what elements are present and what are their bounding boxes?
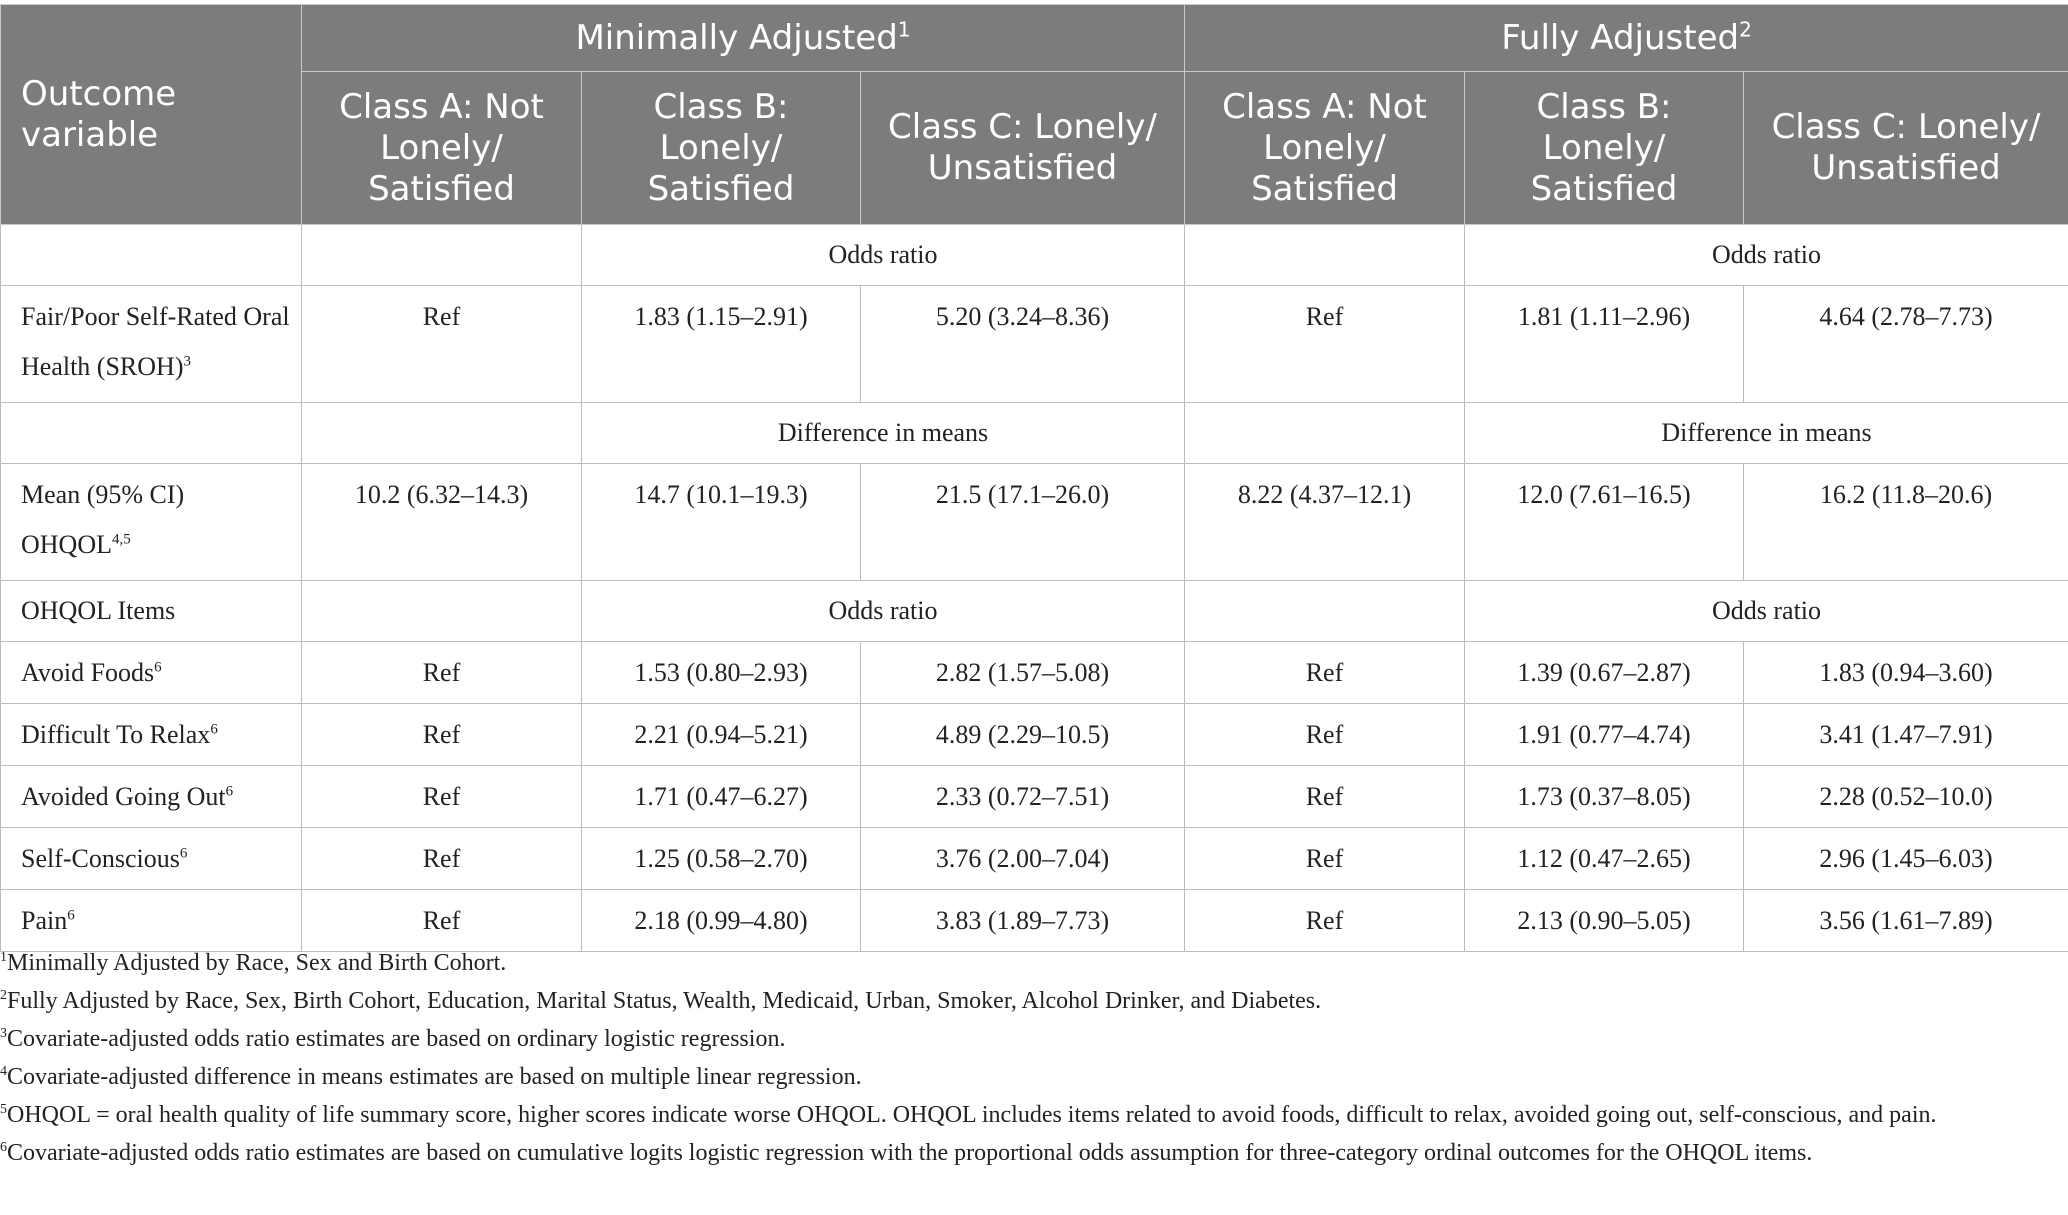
empty-cell xyxy=(1185,225,1465,286)
footnote-ref: 3 xyxy=(183,353,191,370)
table-cell: 2.13 (0.90–5.05) xyxy=(1465,890,1744,952)
table-row xyxy=(1,766,2068,828)
row-label: Mean (95% CI) OHQOL$^{4,5}$ xyxy=(1,464,302,581)
empty-cell xyxy=(302,581,582,642)
class-c-header: Class C: Lonely/ Unsatisfied xyxy=(861,72,1185,225)
table-cell: 1.91 (0.77–4.74) xyxy=(1465,704,1744,766)
section-label: Odds ratio xyxy=(582,581,1185,642)
section-label: Odds ratio xyxy=(1465,225,2068,286)
minimally-adjusted-header xyxy=(302,5,1185,72)
table-cell: 1.12 (0.47–2.65) xyxy=(1465,828,1744,890)
empty-cell xyxy=(1185,403,1465,464)
table-cell: 3.56 (1.61–7.89) xyxy=(1744,890,2068,952)
table-cell: 2.82 (1.57–5.08) xyxy=(861,642,1185,704)
table-cell: 3.83 (1.89–7.73) xyxy=(861,890,1185,952)
table-cell: 1.39 (0.67–2.87) xyxy=(1465,642,1744,704)
section-row xyxy=(1,581,2068,642)
outcome-variable-header: Outcome variable xyxy=(1,5,302,225)
section-label: Odds ratio xyxy=(582,225,1185,286)
row-label: Fair/Poor Self-Rated Oral Health (SROH)$^3$ xyxy=(1,286,302,403)
table-cell: 1.71 (0.47–6.27) xyxy=(582,766,861,828)
table-cell: Ref xyxy=(302,890,582,952)
table-cell: 1.53 (0.80–2.93) xyxy=(582,642,861,704)
empty-cell xyxy=(1,403,302,464)
footnote-marker: 3 xyxy=(0,1026,7,1041)
footnote: $^2$Fully Adjusted by Race, Sex, Birth Cohort, Education, Marital Status, Wealth, Medicaid, Urban, Smoker, Alcohol Drinker, and Diabetes. xyxy=(0,988,1322,1014)
table-cell: Ref xyxy=(302,828,582,890)
row-label: OHQOL Items xyxy=(1,581,302,642)
table-cell: 2.18 (0.99–4.80) xyxy=(582,890,861,952)
table-cell: 1.83 (1.15–2.91) xyxy=(582,286,861,403)
table-cell: 2.28 (0.52–10.0) xyxy=(1744,766,2068,828)
table-cell: 2.96 (1.45–6.03) xyxy=(1744,828,2068,890)
table-cell: 16.2 (11.8–20.6) xyxy=(1744,464,2068,581)
class-c-header: Class C: Lonely/ Unsatisfied xyxy=(1744,72,2068,225)
table-cell: 1.81 (1.11–2.96) xyxy=(1465,286,1744,403)
footnote: $^4$Covariate-adjusted difference in means estimates are based on multiple linear regression. xyxy=(0,1064,862,1090)
fully-adjusted-label: Fully Adjusted xyxy=(1501,17,1740,58)
table-cell: Ref xyxy=(1185,642,1465,704)
table-cell: 3.41 (1.47–7.91) xyxy=(1744,704,2068,766)
table-cell: 1.83 (0.94–3.60) xyxy=(1744,642,2068,704)
empty-cell xyxy=(302,403,582,464)
minimally-adjusted-label: Minimally Adjusted xyxy=(575,17,898,58)
footnote-ref: 6 xyxy=(179,845,188,862)
table-row xyxy=(1,828,2068,890)
table-cell: 14.7 (10.1–19.3) xyxy=(582,464,861,581)
fully-adjusted-header xyxy=(1185,5,2068,72)
table-row xyxy=(1,704,2068,766)
results-table xyxy=(0,4,2068,952)
table-cell: 3.76 (2.00–7.04) xyxy=(861,828,1185,890)
table-row xyxy=(1,464,2068,581)
empty-cell xyxy=(1185,581,1465,642)
table-row xyxy=(1,890,2068,952)
table-cell: 10.2 (6.32–14.3) xyxy=(302,464,582,581)
row-label: Avoided Going Out$^6$ xyxy=(1,766,302,828)
table-cell: Ref xyxy=(1185,890,1465,952)
footnote-ref: 6 xyxy=(210,721,218,738)
class-b-header: Class B: Lonely/ Satisfied xyxy=(582,72,861,225)
table-row xyxy=(1,286,2068,403)
row-label: Pain$^6$ xyxy=(1,890,302,952)
footnote-ref: 4,5 xyxy=(112,531,131,548)
table-cell: 1.73 (0.37–8.05) xyxy=(1465,766,1744,828)
section-label: Odds ratio xyxy=(1465,581,2068,642)
table-row xyxy=(1,642,2068,704)
footnote-ref: 6 xyxy=(154,659,162,676)
table-cell: 2.33 (0.72–7.51) xyxy=(861,766,1185,828)
table-cell: Ref xyxy=(302,766,582,828)
table-cell: Ref xyxy=(302,286,582,403)
footnote-ref: 6 xyxy=(225,783,234,800)
footnote-marker: 2 xyxy=(0,988,7,1003)
table-cell: 4.89 (2.29–10.5) xyxy=(861,704,1185,766)
footnote: $^6$Covariate-adjusted odds ratio estimates are based on cumulative logits logistic regression with the proportional odds assumption for three-category ordinal outcomes for the OHQOL items. xyxy=(0,1140,1813,1166)
footnote-marker: 5 xyxy=(0,1102,7,1117)
table-header xyxy=(1,5,2068,225)
footnote-ref: 2 xyxy=(1739,17,1752,42)
empty-cell xyxy=(302,225,582,286)
row-label: Avoid Foods$^6$ xyxy=(1,642,302,704)
table-cell: 1.25 (0.58–2.70) xyxy=(582,828,861,890)
footnote-ref: 6 xyxy=(67,907,75,924)
table-cell: 2.21 (0.94–5.21) xyxy=(582,704,861,766)
section-label: Difference in means xyxy=(1465,403,2068,464)
footnote-marker: 4 xyxy=(0,1064,7,1079)
empty-cell xyxy=(1,225,302,286)
table-cell: 4.64 (2.78–7.73) xyxy=(1744,286,2068,403)
footnote-marker: 1 xyxy=(0,950,7,965)
footnote-ref: 1 xyxy=(897,17,911,42)
table-cell: 12.0 (7.61–16.5) xyxy=(1465,464,1744,581)
footnote-marker: 6 xyxy=(0,1140,7,1155)
table-cell: Ref xyxy=(1185,286,1465,403)
class-b-header: Class B: Lonely/ Satisfied xyxy=(1465,72,1744,225)
table-cell: Ref xyxy=(302,642,582,704)
footnotes xyxy=(0,944,2068,1172)
table-body xyxy=(1,225,2068,952)
row-label: Difficult To Relax$^6$ xyxy=(1,704,302,766)
row-label: Self-Conscious$^6$ xyxy=(1,828,302,890)
class-a-header: Class A: Not Lonely/ Satisfied xyxy=(302,72,582,225)
table-cell: Ref xyxy=(1185,828,1465,890)
table-cell: Ref xyxy=(1185,704,1465,766)
footnote: $^3$Covariate-adjusted odds ratio estimates are based on ordinary logistic regression. xyxy=(0,1026,786,1052)
table-cell: Ref xyxy=(302,704,582,766)
section-row xyxy=(1,403,2068,464)
footnote: $^1$Minimally Adjusted by Race, Sex and Birth Cohort. xyxy=(0,950,507,976)
class-a-header: Class A: Not Lonely/ Satisfied xyxy=(1185,72,1465,225)
section-label: Difference in means xyxy=(582,403,1185,464)
table-cell: 5.20 (3.24–8.36) xyxy=(861,286,1185,403)
table-cell: 21.5 (17.1–26.0) xyxy=(861,464,1185,581)
footnote: $^5$OHQOL = oral health quality of life summary score, higher scores indicate worse OHQOL. OHQOL includes items related to avoid foods, difficult to relax, avoided going out, self-conscious, and pain. xyxy=(0,1102,1937,1128)
table-cell: 8.22 (4.37–12.1) xyxy=(1185,464,1465,581)
table-cell: Ref xyxy=(1185,766,1465,828)
results-table-container xyxy=(0,4,2068,952)
section-row xyxy=(1,225,2068,286)
